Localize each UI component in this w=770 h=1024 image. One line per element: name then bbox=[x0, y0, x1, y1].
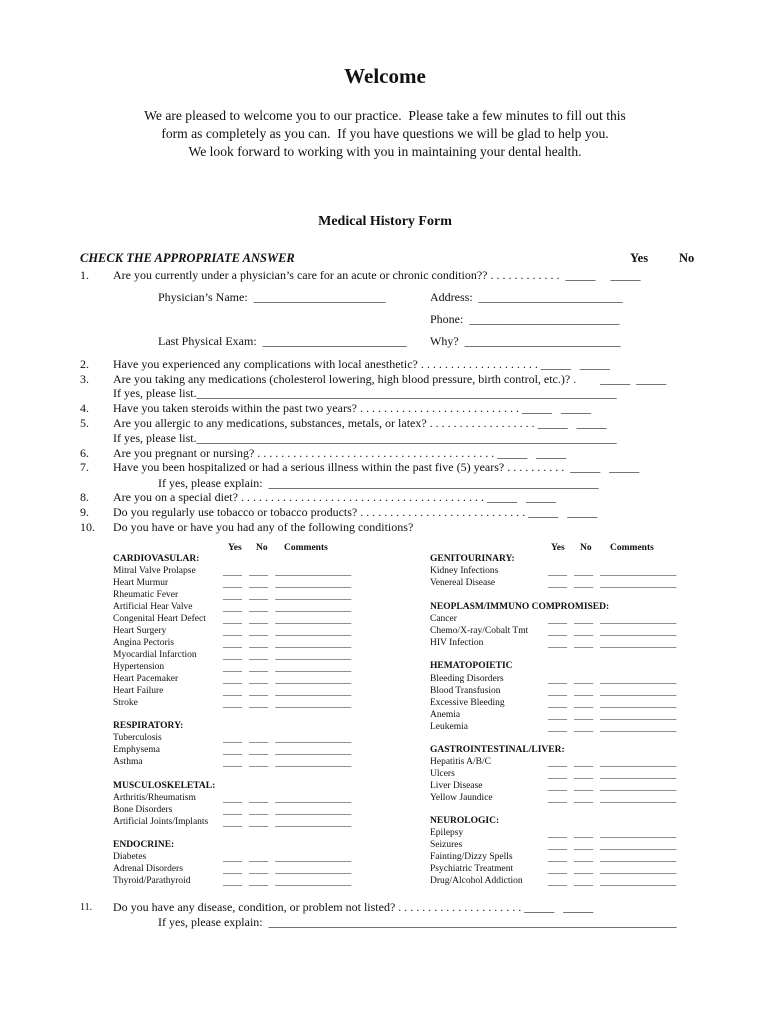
answer-blanks[interactable]: ____ ____ ________________ bbox=[223, 819, 352, 829]
answer-blanks[interactable]: ____ ____ ________________ bbox=[223, 568, 352, 578]
cond-yes-header-right: Yes bbox=[551, 543, 565, 553]
q3-explain-field[interactable]: If yes, please list.______________________________________________________________________ bbox=[113, 386, 617, 400]
answer-blanks[interactable]: ____ ____ ________________ bbox=[223, 759, 352, 769]
condition-label: Artificial Joints/Implants bbox=[113, 817, 209, 827]
condition-label: Emphysema bbox=[113, 745, 160, 755]
cond-no-header-left: No bbox=[256, 543, 268, 553]
condition-label: Arthritis/Rheumatism bbox=[113, 793, 196, 803]
answer-blanks[interactable]: ____ ____ ________________ bbox=[548, 700, 677, 710]
intro-line-2: form as completely as you can. If you have questions we will be glad to help you. bbox=[161, 126, 609, 141]
condition-label: Asthma bbox=[113, 757, 143, 767]
phone-field[interactable]: Phone: _________________________ bbox=[430, 312, 620, 326]
question-text[interactable]: Do you regularly use tobacco or tobacco products? . . . . . . . . . . . . . . . . . . . . . . . . . . . . _____ _____ bbox=[113, 505, 598, 519]
condition-label: HIV Infection bbox=[430, 638, 484, 648]
answer-blanks[interactable]: ____ ____ ________________ bbox=[223, 664, 352, 674]
question-number: 3. bbox=[80, 372, 89, 386]
condition-label: Heart Pacemaker bbox=[113, 674, 179, 684]
question-text[interactable]: Have you taken steroids within the past two years? . . . . . . . . . . . . . . . . . . . . . . . . . . . _____ _____ bbox=[113, 401, 591, 415]
last-physical-exam-field[interactable]: Last Physical Exam: ________________________ bbox=[158, 334, 407, 348]
condition-label: Artificial Hear Valve bbox=[113, 602, 193, 612]
question-text: Do you have or have you had any of the following conditions? bbox=[113, 520, 414, 534]
condition-label: Drug/Alcohol Addiction bbox=[430, 876, 523, 886]
condition-label: Liver Disease bbox=[430, 781, 483, 791]
answer-blanks[interactable]: ____ ____ ________________ bbox=[223, 580, 352, 590]
answer-blanks[interactable]: ____ ____ ________________ bbox=[548, 712, 677, 722]
condition-label: Congenital Heart Defect bbox=[113, 614, 206, 624]
answer-blanks[interactable]: ____ ____ ________________ bbox=[548, 878, 677, 888]
answer-blanks[interactable]: ____ ____ ________________ bbox=[223, 604, 352, 614]
answer-blanks[interactable]: ____ ____ ________________ bbox=[223, 735, 352, 745]
answer-blanks[interactable]: ____ ____ ________________ bbox=[548, 724, 677, 734]
physician-name-field[interactable]: Physician’s Name: ______________________ bbox=[158, 290, 386, 304]
section-heading: CARDIOVASULAR: bbox=[113, 554, 200, 564]
section-heading: GASTROINTESTINAL/LIVER: bbox=[430, 745, 565, 755]
answer-blanks[interactable]: ____ ____ ________________ bbox=[548, 676, 677, 686]
condition-label: Anemia bbox=[430, 710, 461, 720]
condition-label: Yellow Jaundice bbox=[430, 793, 493, 803]
answer-blanks[interactable]: ____ ____ ________________ bbox=[548, 771, 677, 781]
condition-label: Venereal Disease bbox=[430, 578, 496, 588]
answer-blanks[interactable]: ____ ____ ________________ bbox=[548, 759, 677, 769]
cond-comments-header-right: Comments bbox=[610, 543, 654, 553]
answer-blanks[interactable]: ____ ____ ________________ bbox=[548, 866, 677, 876]
answer-blanks[interactable]: ____ ____ ________________ bbox=[223, 628, 352, 638]
condition-label: Stroke bbox=[113, 698, 138, 708]
answer-blanks[interactable]: ____ ____ ________________ bbox=[223, 592, 352, 602]
condition-label: Seizures bbox=[430, 840, 463, 850]
answer-blanks[interactable]: ____ ____ ________________ bbox=[548, 640, 677, 650]
condition-label: Rheumatic Fever bbox=[113, 590, 179, 600]
answer-blanks[interactable]: ____ ____ ________________ bbox=[223, 878, 352, 888]
question-text[interactable]: Are you allergic to any medications, substances, metals, or latex? . . . . . . . . . . . . . . . . . . _____ _____ bbox=[113, 416, 607, 430]
question-text[interactable]: Have you experienced any complications with local anesthetic? . . . . . . . . . . . . . . . . . . . . _____ _____ bbox=[113, 357, 610, 371]
check-heading: CHECK THE APPROPRIATE ANSWER bbox=[80, 251, 295, 265]
yes-header: Yes bbox=[630, 251, 649, 265]
section-heading: MUSCULOSKELETAL: bbox=[113, 781, 216, 791]
question-number: 7. bbox=[80, 460, 89, 474]
answer-blanks[interactable]: ____ ____ ________________ bbox=[223, 676, 352, 686]
answer-blanks[interactable]: ____ ____ ________________ bbox=[223, 747, 352, 757]
answer-blanks[interactable]: ____ ____ ________________ bbox=[548, 580, 677, 590]
condition-label: Angina Pectoris bbox=[113, 638, 174, 648]
question-text[interactable]: Are you pregnant or nursing? . . . . . . . . . . . . . . . . . . . . . . . . . . . . . . . . . . . . . . . . _____ _____ bbox=[113, 446, 567, 460]
condition-label: Thyroid/Parathyroid bbox=[113, 876, 191, 886]
answer-blanks[interactable]: ____ ____ ________________ bbox=[548, 688, 677, 698]
answer-blanks[interactable]: ____ ____ ________________ bbox=[223, 616, 352, 626]
condition-label: Fainting/Dizzy Spells bbox=[430, 852, 513, 862]
question-number: 5. bbox=[80, 416, 89, 430]
question-number: 10. bbox=[80, 520, 95, 534]
condition-label: Heart Murmur bbox=[113, 578, 169, 588]
cond-no-header-right: No bbox=[580, 543, 592, 553]
condition-label: Ulcers bbox=[430, 769, 455, 779]
answer-blanks[interactable]: ____ ____ ________________ bbox=[223, 640, 352, 650]
section-heading: HEMATOPOIETIC bbox=[430, 661, 513, 671]
condition-label: Bleeding Disorders bbox=[430, 674, 504, 684]
condition-label: Myocardial Infarction bbox=[113, 650, 197, 660]
q11-explain-field[interactable]: If yes, please explain: ____________________________________________________________________ bbox=[158, 915, 677, 929]
answer-blanks[interactable]: ____ ____ ________________ bbox=[223, 795, 352, 805]
page-title: Welcome bbox=[344, 64, 426, 88]
section-heading: NEUROLOGIC: bbox=[430, 816, 500, 826]
answer-blanks[interactable]: ____ ____ ________________ bbox=[223, 700, 352, 710]
answer-blanks[interactable]: ____ ____ ________________ bbox=[548, 628, 677, 638]
intro-line-3: We look forward to working with you in maintaining your dental health. bbox=[188, 144, 582, 159]
answer-blanks[interactable]: ____ ____ ________________ bbox=[548, 830, 677, 840]
answer-blanks[interactable]: ____ ____ ________________ bbox=[223, 866, 352, 876]
form-title: Medical History Form bbox=[318, 214, 452, 229]
section-heading: RESPIRATORY: bbox=[113, 721, 184, 731]
cond-yes-header-left: Yes bbox=[228, 543, 242, 553]
answer-blanks[interactable]: ____ ____ ________________ bbox=[223, 688, 352, 698]
condition-label: Blood Transfusion bbox=[430, 686, 501, 696]
condition-label: Bone Disorders bbox=[113, 805, 173, 815]
condition-label: Excessive Bleeding bbox=[430, 698, 505, 708]
section-heading: NEOPLASM/IMMUNO COMPROMISED: bbox=[430, 602, 610, 612]
answer-blanks[interactable]: ____ ____ ________________ bbox=[223, 854, 352, 864]
intro-line-1: We are pleased to welcome you to our practice. Please take a few minutes to fill out this bbox=[144, 108, 626, 123]
question-text[interactable]: Are you on a special diet? . . . . . . . . . . . . . . . . . . . . . . . . . . . . . . . . . . . . . . . . . _____ _____ bbox=[113, 490, 556, 504]
question-number: 4. bbox=[80, 401, 89, 415]
question-text[interactable]: Are you currently under a physician’s care for an acute or chronic condition?? . . . . . . . . . . . . _____ _____ bbox=[113, 268, 641, 282]
question-number: 11. bbox=[80, 902, 93, 913]
answer-blanks[interactable]: ____ ____ ________________ bbox=[548, 854, 677, 864]
question-number: 2. bbox=[80, 357, 89, 371]
question-text[interactable]: Have you been hospitalized or had a serious illness within the past five (5) years? . . . . . . . . . . _____ _____ bbox=[113, 460, 640, 474]
condition-label: Diabetes bbox=[113, 852, 147, 862]
no-header: No bbox=[679, 251, 695, 265]
condition-label: Heart Failure bbox=[113, 686, 164, 696]
condition-label: Mitral Valve Prolapse bbox=[113, 566, 196, 576]
condition-label: Psychiatric Treatment bbox=[430, 864, 514, 874]
section-heading: ENDOCRINE: bbox=[113, 840, 175, 850]
question-number: 1. bbox=[80, 268, 89, 282]
q7-explain-field[interactable]: If yes, please explain: _______________________________________________________ bbox=[158, 476, 599, 490]
q5-explain-field[interactable]: If yes, please list.______________________________________________________________________ bbox=[113, 431, 617, 445]
question-number: 8. bbox=[80, 490, 89, 504]
answer-blanks[interactable]: ____ ____ ________________ bbox=[548, 568, 677, 578]
question-text[interactable]: Are you taking any medications (cholesterol lowering, high blood pressure, birth control, etc.)? . _____ _____ bbox=[113, 372, 667, 386]
condition-label: Cancer bbox=[430, 614, 457, 624]
condition-label: Heart Surgery bbox=[113, 626, 167, 636]
condition-label: Leukemia bbox=[430, 722, 468, 732]
answer-blanks[interactable]: ____ ____ ________________ bbox=[548, 795, 677, 805]
condition-label: Tuberculosis bbox=[113, 733, 162, 743]
question-number: 6. bbox=[80, 446, 89, 460]
question-text[interactable]: Do you have any disease, condition, or problem not listed? . . . . . . . . . . . . . . . . . . . . . _____ _____ bbox=[113, 900, 594, 914]
cond-comments-header-left: Comments bbox=[284, 543, 328, 553]
answer-blanks[interactable]: ____ ____ ________________ bbox=[548, 842, 677, 852]
why-field[interactable]: Why? __________________________ bbox=[430, 334, 621, 348]
answer-blanks[interactable]: ____ ____ ________________ bbox=[223, 807, 352, 817]
section-heading: GENITOURINARY: bbox=[430, 554, 515, 564]
condition-label: Hypertension bbox=[113, 662, 165, 672]
answer-blanks[interactable]: ____ ____ ________________ bbox=[548, 616, 677, 626]
answer-blanks[interactable]: ____ ____ ________________ bbox=[223, 652, 352, 662]
address-field[interactable]: Address: ________________________ bbox=[430, 290, 623, 304]
condition-label: Kidney Infections bbox=[430, 566, 499, 576]
condition-label: Epilepsy bbox=[430, 828, 464, 838]
question-number: 9. bbox=[80, 505, 89, 519]
answer-blanks[interactable]: ____ ____ ________________ bbox=[548, 783, 677, 793]
condition-label: Chemo/X-ray/Cobalt Tmt bbox=[430, 626, 529, 636]
condition-label: Adrenal Disorders bbox=[113, 864, 183, 874]
condition-label: Hepatitis A/B/C bbox=[430, 757, 491, 767]
